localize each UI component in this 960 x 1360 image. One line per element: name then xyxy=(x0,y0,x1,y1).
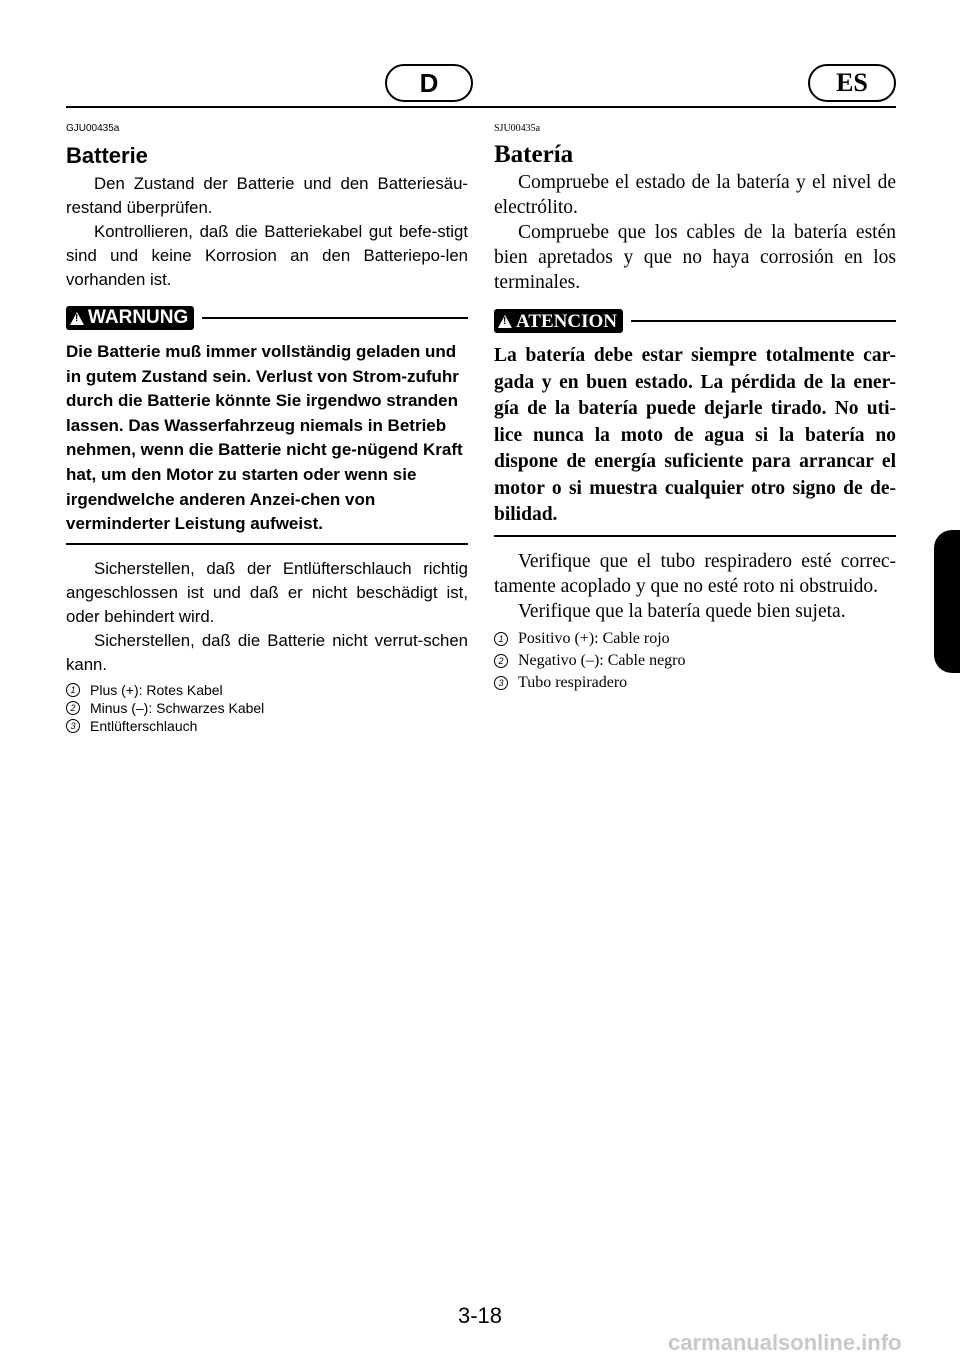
paragraph-3: Sicherstellen, daß der Entlüfterschlauch richtig angeschlossen ist und daß er nicht beschädigt ist, oder behindert wird. xyxy=(66,558,468,626)
warning-label: WARNUNG xyxy=(88,307,189,328)
paragraph-4: Verifique que la batería quede bien sujeta. xyxy=(518,600,846,622)
legend-text: Negativo (–): Cable negro xyxy=(518,651,686,669)
page-number: 3-18 xyxy=(457,1303,503,1328)
legend-item xyxy=(66,699,468,717)
circled-number: 1 xyxy=(66,683,80,697)
header-rule xyxy=(66,106,896,108)
section-title: Batterie xyxy=(66,143,148,168)
warning-triangle-icon xyxy=(70,312,84,325)
circled-number: 3 xyxy=(494,676,508,690)
german-column xyxy=(66,122,468,735)
legend-text: Tubo respiradero xyxy=(518,673,628,691)
paragraph-1: Compruebe el estado de la batería y el nivel de electrólito. xyxy=(494,172,896,218)
legend-text: Positivo (+): Cable rojo xyxy=(518,629,670,647)
warning-header xyxy=(494,309,896,333)
warning-rule xyxy=(631,320,896,322)
legend-item xyxy=(66,681,468,699)
section-code: GJU00435a xyxy=(66,123,120,134)
circled-number: 2 xyxy=(66,701,80,715)
language-tab-spanish: ES xyxy=(808,64,896,102)
warning-rule xyxy=(202,317,468,319)
paragraph-4: Sicherstellen, daß die Batterie nicht verrut-schen kann. xyxy=(66,630,468,674)
paragraph-2: Kontrollieren, daß die Batteriekabel gut befe-stigt sind und keine Korrosion an den Batteriepo-len vorhanden ist. xyxy=(66,222,468,289)
watermark: carmanualsonline.info xyxy=(668,1330,902,1355)
circled-number: 3 xyxy=(66,719,80,733)
legend-text: Plus (+): Rotes Kabel xyxy=(90,681,223,698)
warning-label: ATENCION xyxy=(516,310,617,332)
language-tab-german: D xyxy=(385,64,473,102)
legend-item xyxy=(494,628,896,650)
legend-list xyxy=(66,681,468,735)
legend-list xyxy=(494,628,896,694)
circled-number: 1 xyxy=(494,632,508,646)
spanish-column xyxy=(494,122,896,694)
paragraph-3: Verifique que el tubo respiradero esté correc-tamente acoplado y que no esté roto ni obstruido. xyxy=(494,550,896,597)
legend-item xyxy=(66,717,468,735)
warning-badge xyxy=(66,306,194,330)
warning-badge xyxy=(494,309,623,333)
legend-text: Entlüfterschlauch xyxy=(90,717,198,734)
paragraph-1: Den Zustand der Batterie und den Batteriesäu-restand überprüfen. xyxy=(66,174,468,217)
legend-item xyxy=(494,672,896,694)
warning-text: La batería debe estar siempre totalmente car-gada y en buen estado. La pérdida de la ener-gía de la batería puede dejarle tirado. No uti-lice nunca la moto de agua si la batería no dispone de energía suficiente para arrancar el motor o si muestra cualquier otro signo de de-bilidad. xyxy=(494,343,896,537)
section-title: Batería xyxy=(494,141,574,168)
chapter-side-tab xyxy=(934,530,960,673)
section-code: SJU00435a xyxy=(494,123,541,134)
paragraph-2: Compruebe que los cables de la batería estén bien apretados y que no haya corrosión en los terminales. xyxy=(494,222,896,293)
warning-header xyxy=(66,306,468,330)
legend-item xyxy=(494,650,896,672)
circled-number: 2 xyxy=(494,654,508,668)
legend-text: Minus (–): Schwarzes Kabel xyxy=(90,699,265,716)
warning-text: Die Batterie muß immer vollständig geladen und in gutem Zustand sein. Verlust von Strom-zufuhr durch die Batterie könnte Sie irgendwo stranden lassen. Das Wasserfahrzeug niemals in Betrieb nehmen, wenn die Batterie nicht ge-nügend Kraft hat, um den Motor zu starten oder wenn sie irgendwelche anderen Anzei-chen von verminderter Leistung aufweist. xyxy=(66,340,468,545)
warning-triangle-icon xyxy=(498,315,512,328)
